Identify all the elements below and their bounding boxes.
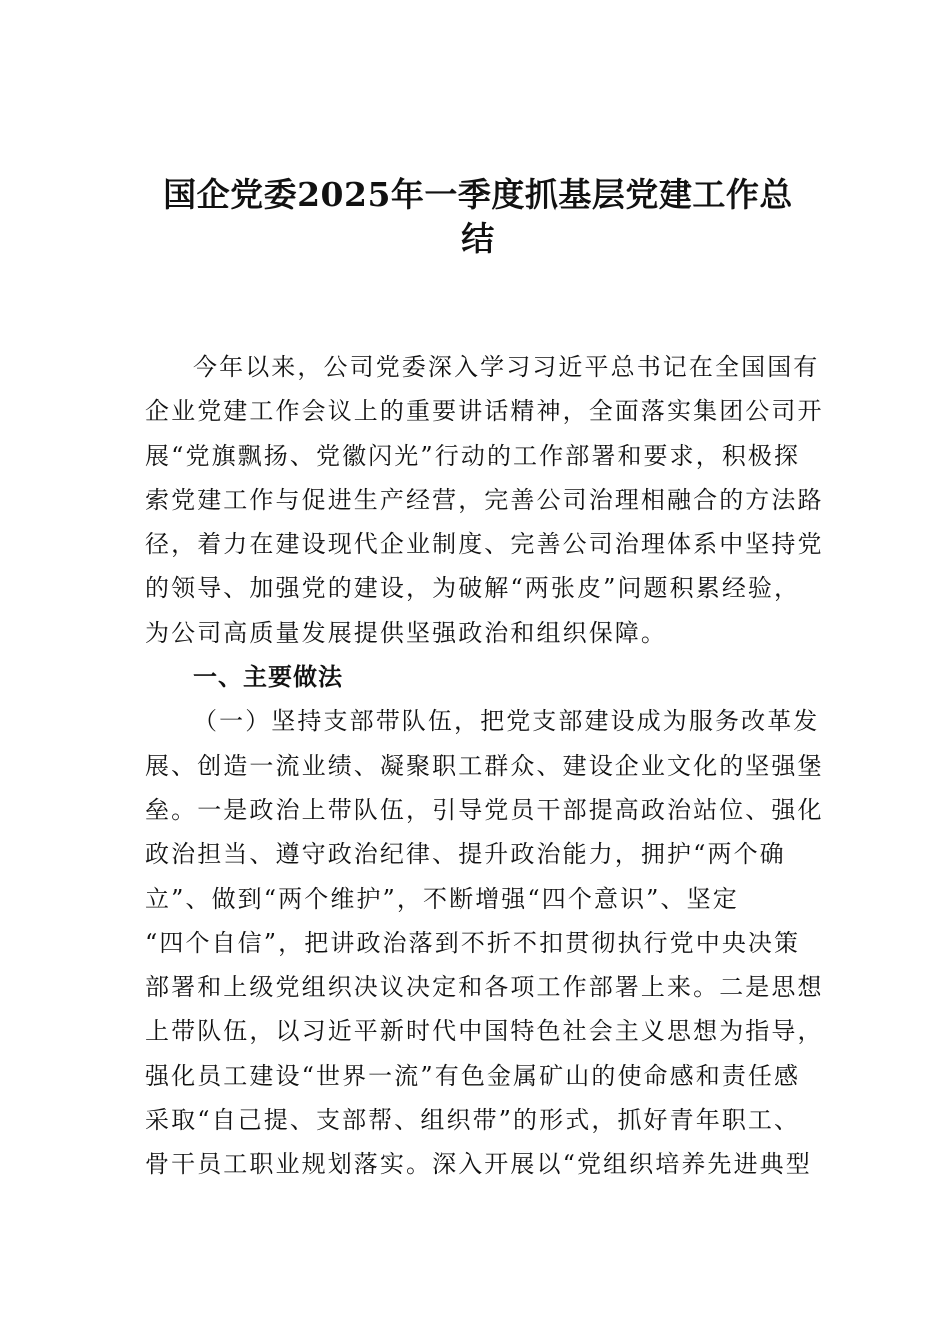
paragraph-line: 今年以来，公司党委深入学习习近平总书记在全国国有 bbox=[193, 353, 820, 381]
paragraph-line: 垒。一是政治上带队伍，引导党员干部提高政治站位、强化 bbox=[145, 795, 824, 824]
paragraph-line: 展“党旗飘扬、党徽闪光”行动的工作部署和要求，积极探 bbox=[145, 441, 801, 470]
title-line-1: 国企党委2025年一季度抓基层党建工作总 bbox=[163, 175, 793, 214]
document-title bbox=[148, 164, 808, 259]
paragraph-line: 采取“自己提、支部帮、组织带”的形式，抓好青年职工、 bbox=[145, 1106, 801, 1135]
paragraph-line: 上带队伍，以习近平新时代中国特色社会主义思想为指导， bbox=[145, 1017, 824, 1046]
paragraph-line: 索党建工作与促进生产经营，完善公司治理相融合的方法路 bbox=[145, 485, 824, 514]
section-heading: 一、主要做法 bbox=[193, 663, 343, 692]
paragraph-line: 的领导、加强党的建设，为破解“两张皮”问题积累经验， bbox=[145, 574, 801, 603]
paragraph-line: “四个自信”，把讲政治落到不折不扣贯彻执行党中央决策 bbox=[145, 928, 801, 957]
paragraph-line: 部署和上级党组织决议决定和各项工作部署上来。二是思想 bbox=[145, 973, 824, 1002]
paragraph-line: 为公司高质量发展提供坚强政治和组织保障。 bbox=[145, 618, 667, 647]
paragraph-line: 展、创造一流业绩、凝聚职工群众、建设企业文化的坚强堡 bbox=[145, 751, 824, 780]
document-body bbox=[145, 345, 824, 1187]
paragraph-line: 企业党建工作会议上的重要讲话精神，全面落实集团公司开 bbox=[145, 397, 824, 426]
paragraph-line: （一）坚持支部带队伍，把党支部建设成为服务改革发 bbox=[193, 707, 820, 736]
paragraph-line: 骨干员工职业规划落实。深入开展以“党组织培养先进典型 bbox=[145, 1150, 812, 1179]
title-line-2: 结 bbox=[461, 219, 495, 259]
paragraph-line: 径，着力在建设现代企业制度、完善公司治理体系中坚持党 bbox=[145, 530, 824, 559]
paragraph-line: 立”、做到“两个维护”，不断增强“四个意识”、坚定 bbox=[145, 884, 739, 913]
paragraph-line: 强化员工建设“世界一流”有色金属矿山的使命感和责任感 bbox=[145, 1061, 801, 1090]
paragraph-line: 政治担当、遵守政治纪律、提升政治能力，拥护“两个确 bbox=[145, 840, 786, 869]
